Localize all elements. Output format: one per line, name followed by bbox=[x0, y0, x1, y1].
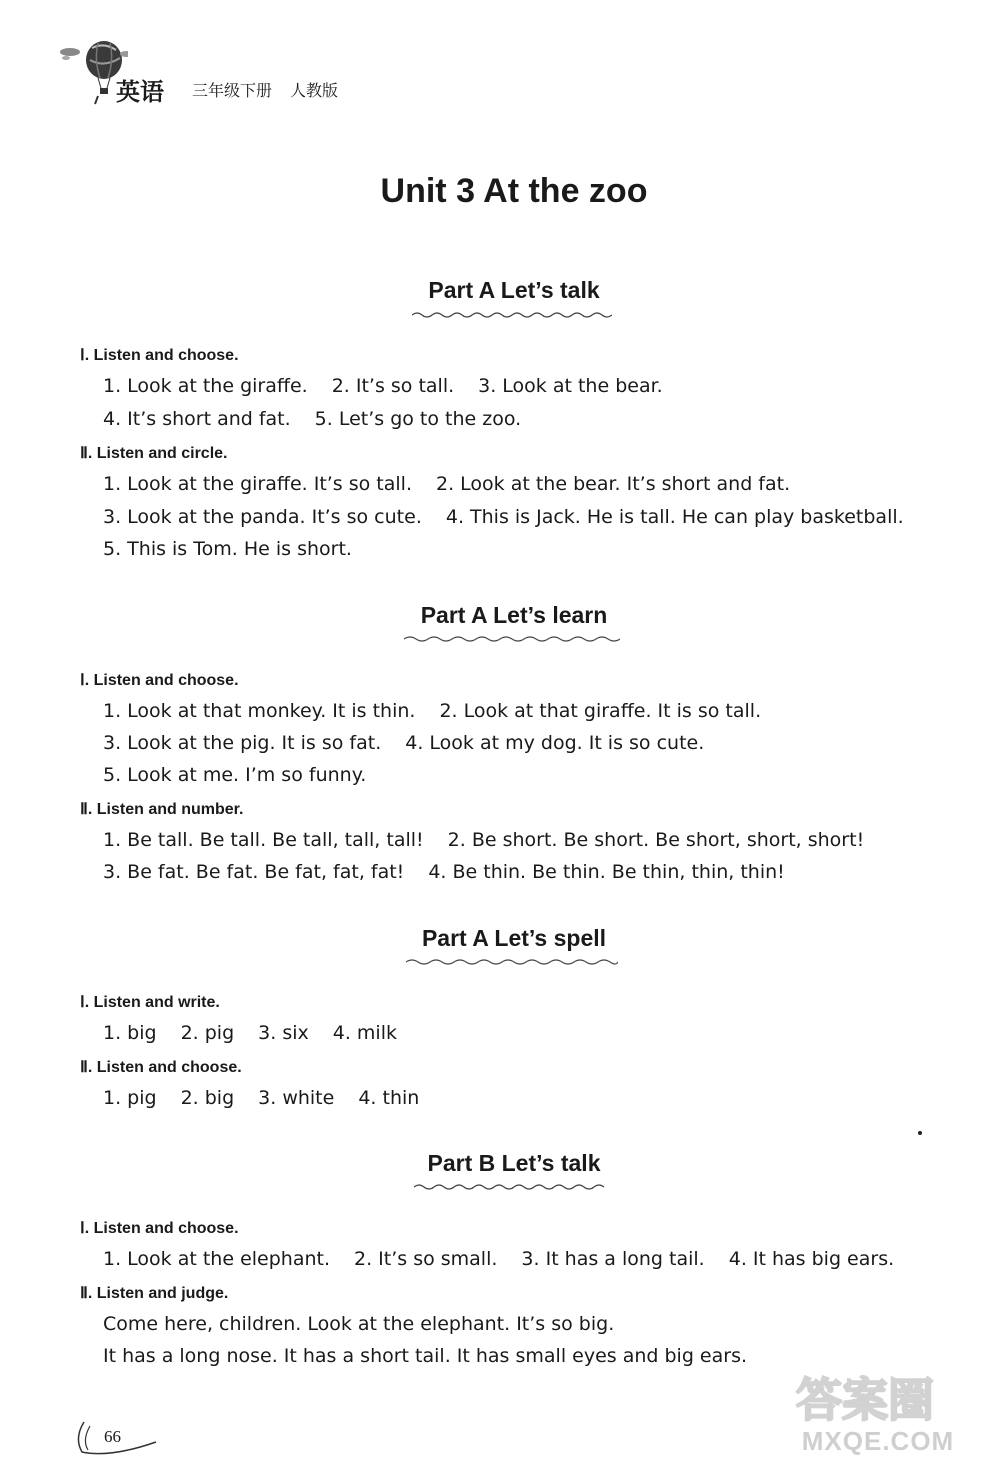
exercise-line: 5. This is Tom. He is short. bbox=[103, 538, 352, 560]
exercise-line: It has a long nose. It has a short tail. It has small eyes and big ears. bbox=[103, 1345, 748, 1367]
section-title-part-a-spell: Part A Let’s spell bbox=[421, 925, 607, 951]
exercise-heading: Ⅱ. Listen and choose. bbox=[80, 1059, 242, 1076]
exercise-line: 1. Look at that monkey. It is thin. 2. Look at that giraffe. It is so tall. bbox=[103, 700, 762, 722]
page-number: 66 bbox=[104, 1427, 121, 1446]
exercise-heading: Ⅱ. Listen and number. bbox=[80, 801, 244, 818]
exercise-line: 3. Look at the pig. It is so fat. 4. Look at my dog. It is so cute. bbox=[103, 732, 705, 754]
subject-label: 英语 bbox=[116, 78, 164, 106]
wavy-underline bbox=[414, 1183, 610, 1191]
exercise-heading: Ⅰ. Listen and choose. bbox=[80, 1220, 239, 1237]
exercise-line: 1. Look at the giraffe. It’s so tall. 2. Look at the bear. It’s short and fat. bbox=[103, 473, 791, 495]
exercise-heading: Ⅱ. Listen and circle. bbox=[80, 445, 228, 462]
section-title-part-b-talk: Part B Let’s talk bbox=[427, 1150, 601, 1176]
exercise-line: Come here, children. Look at the elephant. It’s so big. bbox=[103, 1313, 615, 1335]
section-title-part-a-talk: Part A Let’s talk bbox=[428, 277, 600, 303]
wavy-underline bbox=[404, 635, 620, 643]
unit-title: Unit 3 At the zoo bbox=[380, 172, 648, 210]
exercise-heading: Ⅱ. Listen and judge. bbox=[80, 1285, 229, 1302]
wavy-underline bbox=[412, 311, 612, 319]
exercise-line: 5. Look at me. I’m so funny. bbox=[103, 764, 367, 786]
exercise-line: 1. big 2. pig 3. six 4. milk bbox=[103, 1022, 397, 1044]
stray-mark bbox=[918, 1131, 922, 1135]
section-title-part-a-learn: Part A Let’s learn bbox=[420, 602, 608, 628]
exercise-heading: Ⅰ. Listen and choose. bbox=[80, 672, 239, 689]
watermark bbox=[778, 1368, 978, 1460]
exercise-line: 1. Look at the giraffe. 2. It’s so tall. 3. Look at the bear. bbox=[103, 375, 663, 397]
exercise-line: 1. Look at the elephant. 2. It’s so small. 3. It has a long tail. 4. It has big ears. bbox=[103, 1248, 895, 1270]
wavy-underline bbox=[406, 958, 618, 966]
exercise-line: 3. Look at the panda. It’s so cute. 4. This is Jack. He is tall. He can play basketball. bbox=[103, 506, 904, 528]
watermark-text: MXQE.COM bbox=[801, 1426, 955, 1456]
watermark-logo-icon bbox=[786, 1368, 976, 1426]
exercise-line: 3. Be fat. Be fat. Be fat, fat, fat! 4. Be thin. Be thin. Be thin, thin, thin! bbox=[103, 861, 785, 883]
exercise-line: 4. It’s short and fat. 5. Let’s go to the zoo. bbox=[103, 408, 522, 430]
page-header bbox=[40, 38, 460, 108]
exercise-heading: Ⅰ. Listen and choose. bbox=[80, 347, 239, 364]
exercise-heading: Ⅰ. Listen and write. bbox=[80, 994, 220, 1011]
edition-label: 人教版 bbox=[290, 81, 339, 100]
exercise-line: 1. Be tall. Be tall. Be tall, tall, tall! 2. Be short. Be short. Be short, short, short! bbox=[103, 829, 865, 851]
exercise-line: 1. pig 2. big 3. white 4. thin bbox=[103, 1087, 420, 1109]
grade-label: 三年级下册 bbox=[192, 81, 273, 100]
svg-text:答案圈: 答案圈 bbox=[796, 1373, 934, 1426]
